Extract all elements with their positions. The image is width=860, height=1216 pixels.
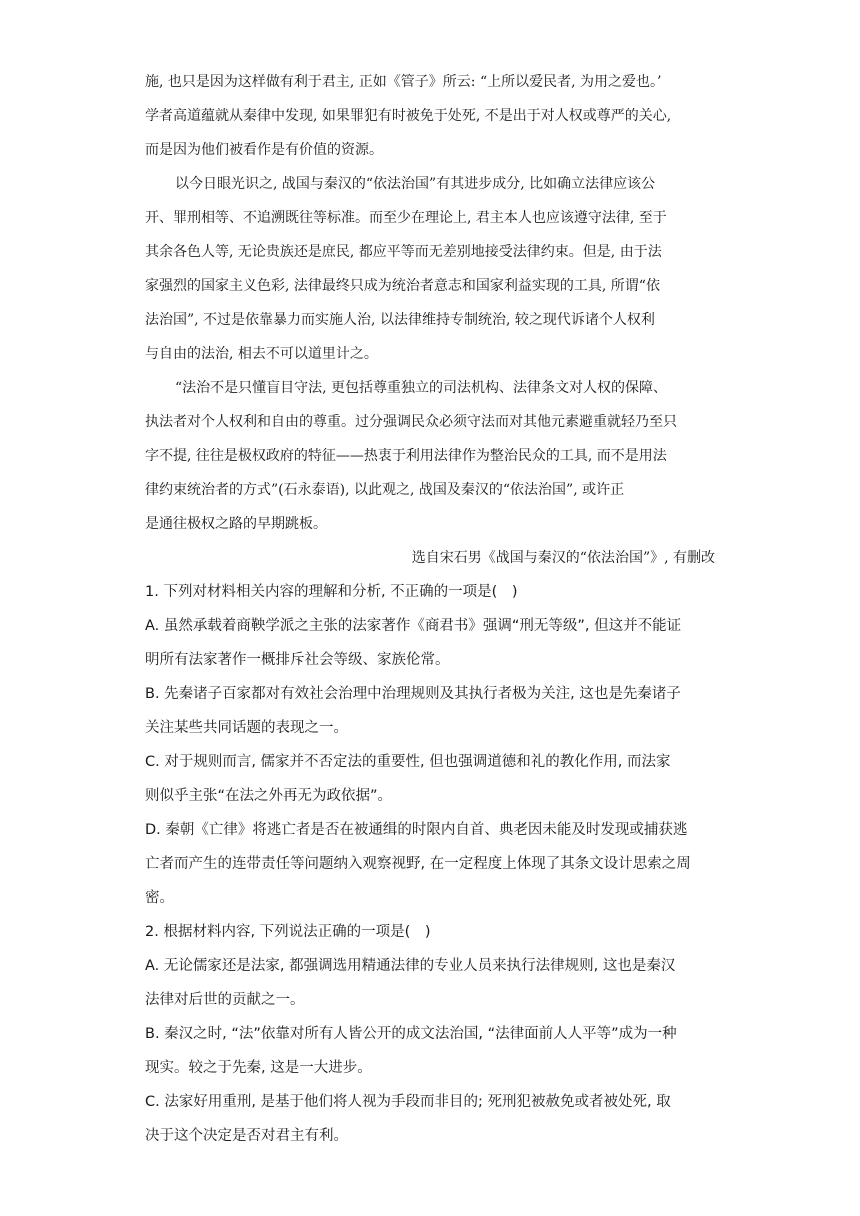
passage-line: 学者高道蕴就从秦律中发现, 如果罪犯有时被免于处死, 不是出于对人权或尊严的关心, (145, 108, 672, 124)
question-2-option-c-cont: 决于这个决定是否对君主有利。 (145, 1128, 348, 1144)
question-1-option-b: B. 先秦诸子百家都对有效社会治理中治理规则及其执行者极为关注, 这也是先秦诸子 (145, 686, 681, 702)
passage-line: 与自由的法治, 相去不可以道里计之。 (145, 346, 378, 362)
passage-line: 开、罪刑相等、不追溯既往等标准。而至少在理论上, 君主本人也应该遵守法律, 至于 (145, 210, 667, 226)
question-1-option-c-cont: 则似乎主张“在法之外再无为政依据”。 (145, 788, 393, 804)
question-2-option-b-cont: 现实。较之于先秦, 这是一大进步。 (145, 1060, 372, 1076)
passage-line: 而是因为他们被看作是有价值的资源。 (145, 142, 383, 158)
passage-line: 其余各色人等, 无论贵族还是庶民, 都应平等而无差别地接受法律约束。但是, 由于法 (145, 244, 662, 260)
passage-line: 以今日眼光识之, 战国与秦汉的“依法治国”有其进步成分, 比如确立法律应该公 (175, 176, 656, 192)
source-citation: 选自宋石男《战国与秦汉的“依法治国”》, 有删改 (411, 550, 715, 566)
passage-line: 法治国”, 不过是依靠暴力而实施人治, 以法律维持专制统治, 较之现代诉诸个人权利 (145, 312, 655, 328)
question-2-option-a-cont: 法律对后世的贡献之一。 (145, 992, 305, 1008)
question-1-stem: 1. 下列对材料相关内容的理解和分析, 不正确的一项是( ) (145, 584, 518, 600)
passage-line: “法治不是只懂盲目守法, 更包括尊重独立的司法机构、法律条文对人权的保障、 (175, 380, 668, 396)
question-2-stem: 2. 根据材料内容, 下列说法正确的一项是( ) (145, 924, 431, 940)
passage-line: 字不提, 往往是极权政府的特征——热衷于利用法律作为整治民众的工具, 而不是用法 (145, 448, 667, 464)
question-1-option-d-cont: 亡者而产生的连带责任等问题纳入观察视野, 在一定程度上体现了其条文设计思索之周 (145, 856, 691, 872)
passage-line: 律约束统治者的方式”(石永泰语), 以此观之, 战国及秦汉的“依法治国”, 或许正 (145, 482, 625, 498)
document-content (145, 65, 715, 1153)
question-1-option-b-cont: 关注某些共同话题的表现之一。 (145, 720, 348, 736)
question-1-option-d-cont: 密。 (145, 890, 174, 906)
question-2-option-c: C. 法家好用重刑, 是基于他们将人视为手段而非目的; 死刑犯被赦免或者被处死, 取 (145, 1094, 671, 1110)
question-1-option-c: C. 对于规则而言, 儒家并不否定法的重要性, 但也强调道德和礼的教化作用, 而法家 (145, 754, 671, 770)
question-1-option-d: D. 秦朝《亡律》将逃亡者是否在被通缉的时限内自首、典老因未能及时发现或捕获逃 (145, 822, 688, 838)
passage-line: 是通往极权之路的早期跳板。 (145, 516, 327, 532)
question-1-option-a-cont: 明所有法家著作一概排斥社会等级、家族伦常。 (145, 652, 450, 668)
question-2-option-b: B. 秦汉之时, “法”依靠对所有人皆公开的成文法治国, “法律面前人人平等”成为一种 (145, 1026, 677, 1042)
passage-line: 执法者对个人权利和自由的尊重。过分强调民众必须守法而对其他元素避重就轻乃至只 (145, 414, 677, 430)
question-2-option-a: A. 无论儒家还是法家, 都强调选用精通法律的专业人员来执行法律规则, 这也是秦汉 (145, 958, 676, 974)
passage-line: 施, 也只是因为这样做有利于君主, 正如《管子》所云: “上所以爱民者, 为用之爱也。’ (145, 74, 662, 90)
passage-line: 家强烈的国家主义色彩, 法律最终只成为统治者意志和国家利益实现的工具, 所谓“依 (145, 278, 660, 294)
question-1-option-a: A. 虽然承载着商鞅学派之主张的法家著作《商君书》强调“刑无等级”, 但这并不能证 (145, 618, 682, 634)
